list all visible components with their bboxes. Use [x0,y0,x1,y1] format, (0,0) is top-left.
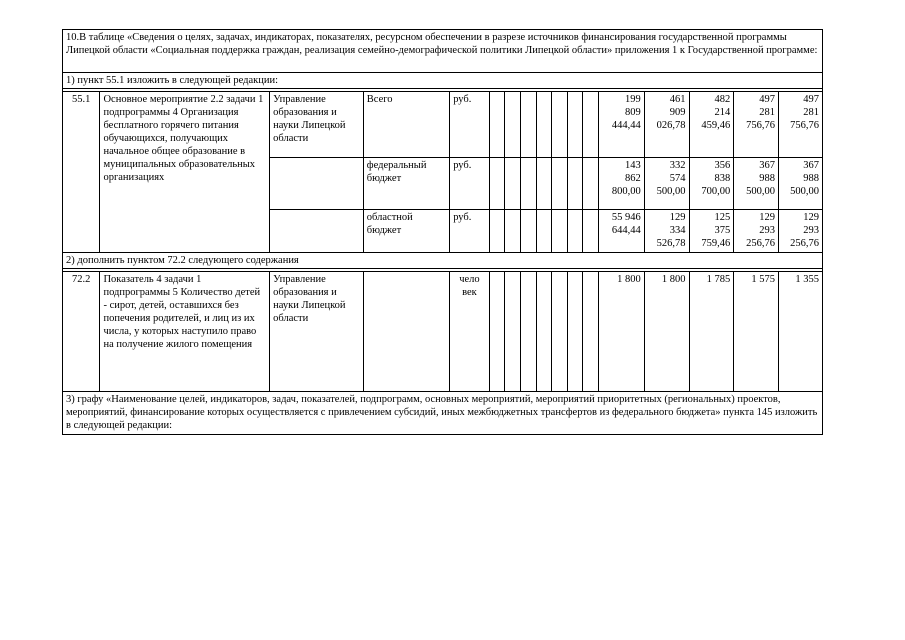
amendment-table [62,29,823,435]
empty-cell [505,272,521,392]
value: 1 355 [779,272,823,392]
empty-cell [489,92,505,158]
unit: руб. [450,92,490,158]
empty-cell [567,92,583,158]
item2-row [63,253,823,269]
row-number: 55.1 [63,92,100,253]
value: 497 281 756,76 [779,92,823,158]
empty-cell [520,158,536,210]
empty-cell [520,272,536,392]
row-number: 72.2 [63,272,100,392]
value: 199 809 444,44 [599,92,645,158]
intro-text: 10.В таблице «Сведения о целях, задачах, индикаторах, показателях, ресурсном обеспечении в разрезе источников финансирования государственной программы Липецкой области «Социальная поддержка граждан, реализация семейно-демографической политики Липецкой области» приложения 1 к Государственной программе: [63,30,823,73]
empty-cell [583,158,599,210]
empty-cell [505,210,521,253]
empty-cell [567,158,583,210]
empty-cell [489,210,505,253]
value: 1 800 [599,272,645,392]
unit: руб. [450,158,490,210]
source-label: Всего [363,92,449,158]
value: 1 575 [734,272,779,392]
value: 129 293 256,76 [779,210,823,253]
empty-cell [552,272,568,392]
value: 461 909 026,78 [644,92,689,158]
unit: руб. [450,210,490,253]
empty-cell [583,272,599,392]
empty-cell [536,158,552,210]
empty-cell [583,92,599,158]
value: 356 838 700,00 [689,158,734,210]
value: 129 293 256,76 [734,210,779,253]
executor: Управление образования и науки Липецкой области [270,272,364,392]
empty-cell [567,272,583,392]
empty-cell [489,158,505,210]
item1-row [63,73,823,89]
item3-row [63,392,823,435]
empty-cell [520,210,536,253]
unit: чело век [450,272,490,392]
value: 367 988 500,00 [779,158,823,210]
empty-cell [363,272,449,392]
empty-cell [520,92,536,158]
value: 55 946 644,44 [599,210,645,253]
empty-cell [489,272,505,392]
row-55-1-total [63,92,823,158]
value: 1 800 [644,272,689,392]
row-72-2 [63,272,823,392]
value: 129 334 526,78 [644,210,689,253]
item2-text: 2) дополнить пунктом 72.2 следующего содержания [63,253,823,269]
value: 367 988 500,00 [734,158,779,210]
empty-cell [536,210,552,253]
empty-cell [552,92,568,158]
empty-cell [552,210,568,253]
document [62,29,823,435]
value: 1 785 [689,272,734,392]
value: 332 574 500,00 [644,158,689,210]
empty-cell [270,158,364,210]
empty-cell [505,92,521,158]
empty-cell [536,92,552,158]
row-name: Показатель 4 задачи 1 подпрограммы 5 Количество детей - сирот, детей, оставшихся без попечения родителей, и лиц из их числа, у которых наступило право на получение жилого помещения [100,272,270,392]
empty-cell [583,210,599,253]
item3-text: 3) графу «Наименование целей, индикаторов, задач, показателей, подпрограмм, основных мероприятий, мероприятий приоритетных (региональных) проектов, мероприятий, финансирование которых осуществляется с привлечением субсидий, иных межбюджетных трансфертов из федерального бюджета» пункта 145 изложить в следующей редакции: [63,392,823,435]
empty-cell [505,158,521,210]
empty-cell [567,210,583,253]
value: 497 281 756,76 [734,92,779,158]
source-label: областной бюджет [363,210,449,253]
value: 125 375 759,46 [689,210,734,253]
source-label: федеральный бюджет [363,158,449,210]
empty-cell [270,210,364,253]
item1-text: 1) пункт 55.1 изложить в следующей редакции: [63,73,823,89]
value: 143 862 800,00 [599,158,645,210]
executor: Управление образования и науки Липецкой области [270,92,364,158]
intro-row [63,30,823,73]
empty-cell [552,158,568,210]
empty-cell [536,272,552,392]
value: 482 214 459,46 [689,92,734,158]
row-name: Основное мероприятие 2.2 задачи 1 подпрограммы 4 Организация бесплатного горячего питания обучающихся, получающих начальное общее образование в муниципальных образовательных организациях [100,92,270,253]
